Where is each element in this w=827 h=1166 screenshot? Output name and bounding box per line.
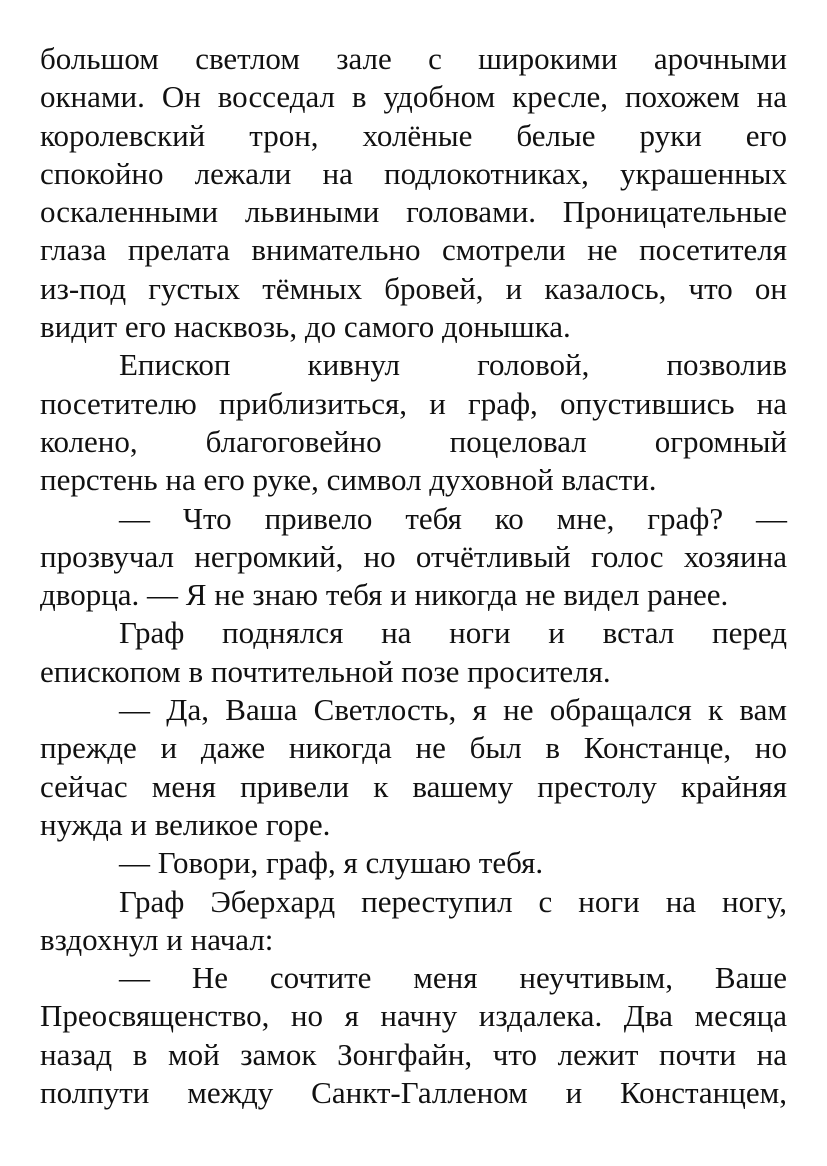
- text-line: сейчас меня привели к вашему престолу крайняя: [40, 768, 787, 804]
- book-page: [40, 40, 787, 1112]
- text-line: большом светлом зале с широкими арочными: [40, 41, 787, 76]
- text-line: окнами. Он восседал в удобном кресле, похожем на: [40, 79, 787, 115]
- text-line: нужда и великое горе.: [40, 806, 331, 842]
- text-line: — Что привело тебя ко мне, граф? —: [119, 500, 787, 536]
- text-line: прозвучал негромкий, но отчётливый голос хозяина: [40, 538, 787, 574]
- text-line: — Говори, граф, я слушаю тебя.: [119, 845, 544, 881]
- text-line: вздохнул и начал:: [40, 921, 274, 957]
- text-line: колено, благоговейно поцеловал огромный: [40, 423, 787, 459]
- text-line: из-под густых тёмных бровей, и казалось, что он: [40, 270, 787, 306]
- text-line: — Да, Ваша Светлость, я не обращался к вам: [119, 692, 787, 728]
- text-line: прежде и даже никогда не был в Констанце, но: [40, 730, 787, 766]
- text-line: Преосвященство, но я начну издалека. Два месяца: [40, 998, 787, 1034]
- text-line: полпути между Санкт-Галленом и Констанцем,: [40, 1075, 787, 1111]
- text-line: глаза прелата внимательно смотрели не посетителя: [40, 232, 787, 268]
- text-line: оскаленными львиными головами. Проницательные: [40, 194, 787, 230]
- text-line: Граф Эберхард переступил с ноги на ногу,: [119, 883, 787, 919]
- text-line: спокойно лежали на подлокотниках, украшенных: [40, 155, 787, 191]
- text-line: перстень на его руке, символ духовной власти.: [40, 462, 657, 498]
- text-line: королевский трон, холёные белые руки его: [40, 117, 787, 153]
- text-line: Епископ кивнул головой, позволив: [119, 347, 787, 383]
- text-line: назад в мой замок Зонгфайн, что лежит почти на: [40, 1036, 787, 1072]
- text-line: — Не сочтите меня неучтивым, Ваше: [119, 960, 787, 996]
- text-line: видит его насквозь, до самого донышка.: [40, 309, 571, 345]
- text-line: епископом в почтительной позе просителя.: [40, 653, 611, 689]
- text-line: посетителю приблизиться, и граф, опустившись на: [40, 385, 787, 421]
- text-line: дворца. — Я не знаю тебя и никогда не видел ранее.: [40, 577, 729, 613]
- text-line: Граф поднялся на ноги и встал перед: [119, 615, 787, 651]
